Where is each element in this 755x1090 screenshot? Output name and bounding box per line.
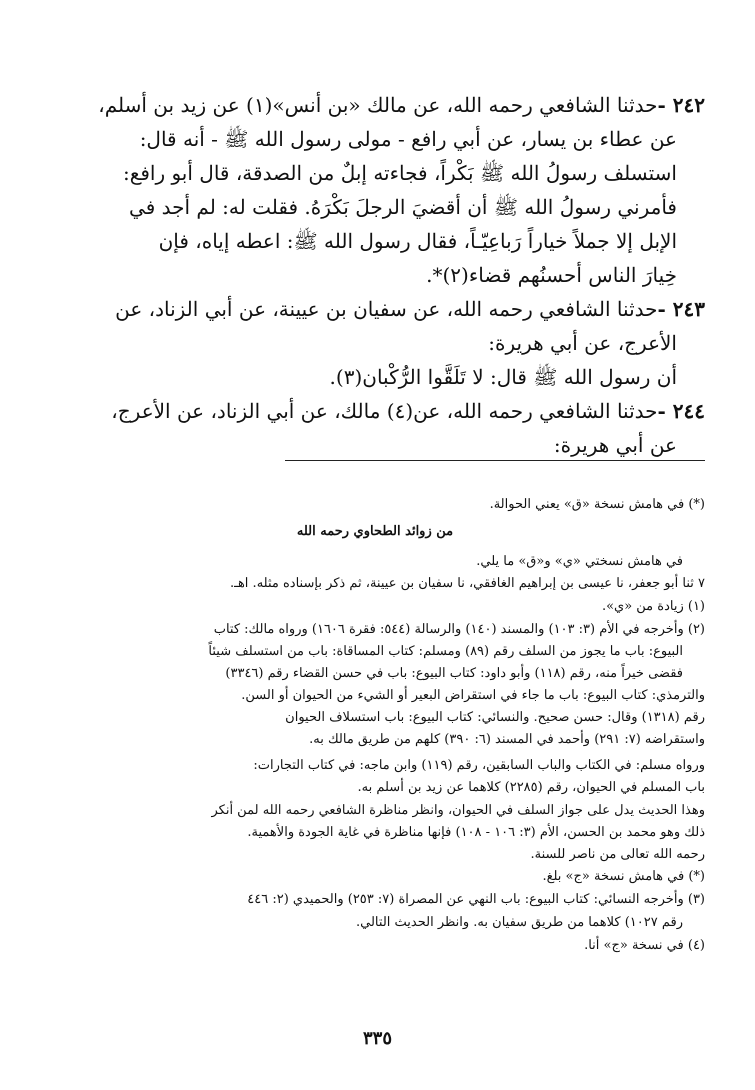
hadith-243-line-1: ٢٤٣ -حدثنا الشافعي رحمه الله، عن سفيان بن عيينة، عن أبي الزناد، عن xyxy=(115,297,705,321)
footnote-2-line-6: واستقراضه (٧: ٢٩١) وأحمد في المسند (٦: ٣٩٠) كلهم من طريق مالك به. xyxy=(309,732,705,747)
footnote-star-1: (*) في هامش نسخة «ق» يعني الحوالة. xyxy=(489,497,705,512)
footnote-star-2: (*) في هامش نسخة «ج» بلغ. xyxy=(542,869,705,884)
footnote-2-line-1: (٢) وأخرجه في الأم (٣: ١٠٣) والمسند (١٤٠) والرسالة (٥٤٤: فقرة ١٦٠٦) ورواه مالك: كتاب xyxy=(213,622,705,637)
hadith-242-line-3: استسلف رسولُ الله ﷺ بَكْراً، فجاءته إبلٌ من الصدقة، قال أبو رافع: xyxy=(122,161,677,185)
hadith-242-line-5: الإبل إلا جملاً خياراً رَباعِيّـاً، فقال رسول الله ﷺ: اعطه إياه، فإن xyxy=(158,229,677,253)
hadith-242-line-6: خِيارَ الناس أحسنُهم قضاء(٢)*. xyxy=(426,263,677,287)
footnote-3-line-1: (٣) وأخرجه النسائي: كتاب البيوع: باب النهي عن المصراة (٧: ٢٥٣) والحميدي (٢: ٤٤٦ xyxy=(247,892,705,907)
footnote-1: (١) زيادة من «ي». xyxy=(601,599,705,614)
hadith-242-line-4: فأمرني رسولُ الله ﷺ أن أقضيَ الرجلَ بَكْرَهُ. فقلت له: لم أجد في xyxy=(129,195,677,219)
footnote-margin-note: في هامش نسختي «ي» و«ق» ما يلي. xyxy=(476,554,683,569)
footnote-2-line-11: رحمه الله تعالى من ناصر للسنة. xyxy=(530,847,705,862)
footnote-2-line-5: رقم (١٣١٨) وقال: حسن صحيح. والنسائي: كتاب البيوع: باب استسلاف الحيوان xyxy=(285,710,705,725)
footnote-2-line-9: وهذا الحديث يدل على جواز السلف في الحيوان، وانظر مناظرة الشافعي رحمه الله لمن أنكر xyxy=(211,803,705,818)
hadith-244-line-1: ٢٤٤ -حدثنا الشافعي رحمه الله، عن(٤) مالك، عن أبي الزناد، عن الأعرج، xyxy=(111,399,705,423)
hadith-242-line-1: ٢٤٢ -حدثنا الشافعي رحمه الله، عن مالك «بن أنس»(١) عن زيد بن أسلم، xyxy=(98,93,705,117)
hadith-243-line-2: الأعرج، عن أبي هريرة: xyxy=(488,331,677,355)
hadith-244-line-2: عن أبي هريرة: xyxy=(553,433,677,457)
footnote-heading: من زوائد الطحاوي رحمه الله xyxy=(296,524,454,539)
footnote-2-line-7: ورواه مسلم: في الكتاب والباب السابقين، رقم (١١٩) وابن ماجه: في كتاب التجارات: xyxy=(253,758,705,773)
footnote-2-line-2: البيوع: باب ما يجوز من السلف رقم (٨٩) ومسلم: كتاب المساقاة: باب من استسلف شيئاً xyxy=(208,644,683,659)
footnote-2-line-3: فقضى خيراً منه، رقم (١١٨) وأبو داود: كتاب البيوع: باب في حسن القضاء رقم (٣٣٤٦) xyxy=(225,666,683,681)
footnote-chain: ٧ ثنا أبو جعفر، نا عيسى بن إبراهيم الغافقي، نا سفيان بن عيينة، ثم ذكر بإسناده مثله. اهـ. xyxy=(230,576,705,591)
footnote-3-line-2: رقم ١٠٢٧) كلاهما من طريق سفيان به. وانظر الحديث التالي. xyxy=(356,915,683,930)
footnote-2-line-8: باب المسلم في الحيوان، رقم (٢٢٨٥) كلاهما عن زيد بن أسلم به. xyxy=(357,780,705,795)
footnote-2-line-4: والترمذي: كتاب البيوع: باب ما جاء في استقراض البعير أو الشيء من الحيوان أو السن. xyxy=(241,688,705,703)
hadith-243-line-3: أن رسول الله ﷺ قال: لا تَلَقَّوا الرُّكْبان(٣). xyxy=(329,365,677,389)
footnote-4: (٤) في نسخة «ج» أنا. xyxy=(584,938,705,953)
page-number: ٣٣٥ xyxy=(362,1028,392,1049)
footnote-2-line-10: ذلك وهو محمد بن الحسن، الأم (٣: ١٠٦ - ١٠٨) فإنها مناظرة في غاية الجودة والأهمية. xyxy=(247,825,705,840)
hadith-242-line-2: عن عطاء بن يسار، عن أبي رافع - مولى رسول الله ﷺ - أنه قال: xyxy=(139,127,677,151)
footnote-separator xyxy=(285,460,705,461)
